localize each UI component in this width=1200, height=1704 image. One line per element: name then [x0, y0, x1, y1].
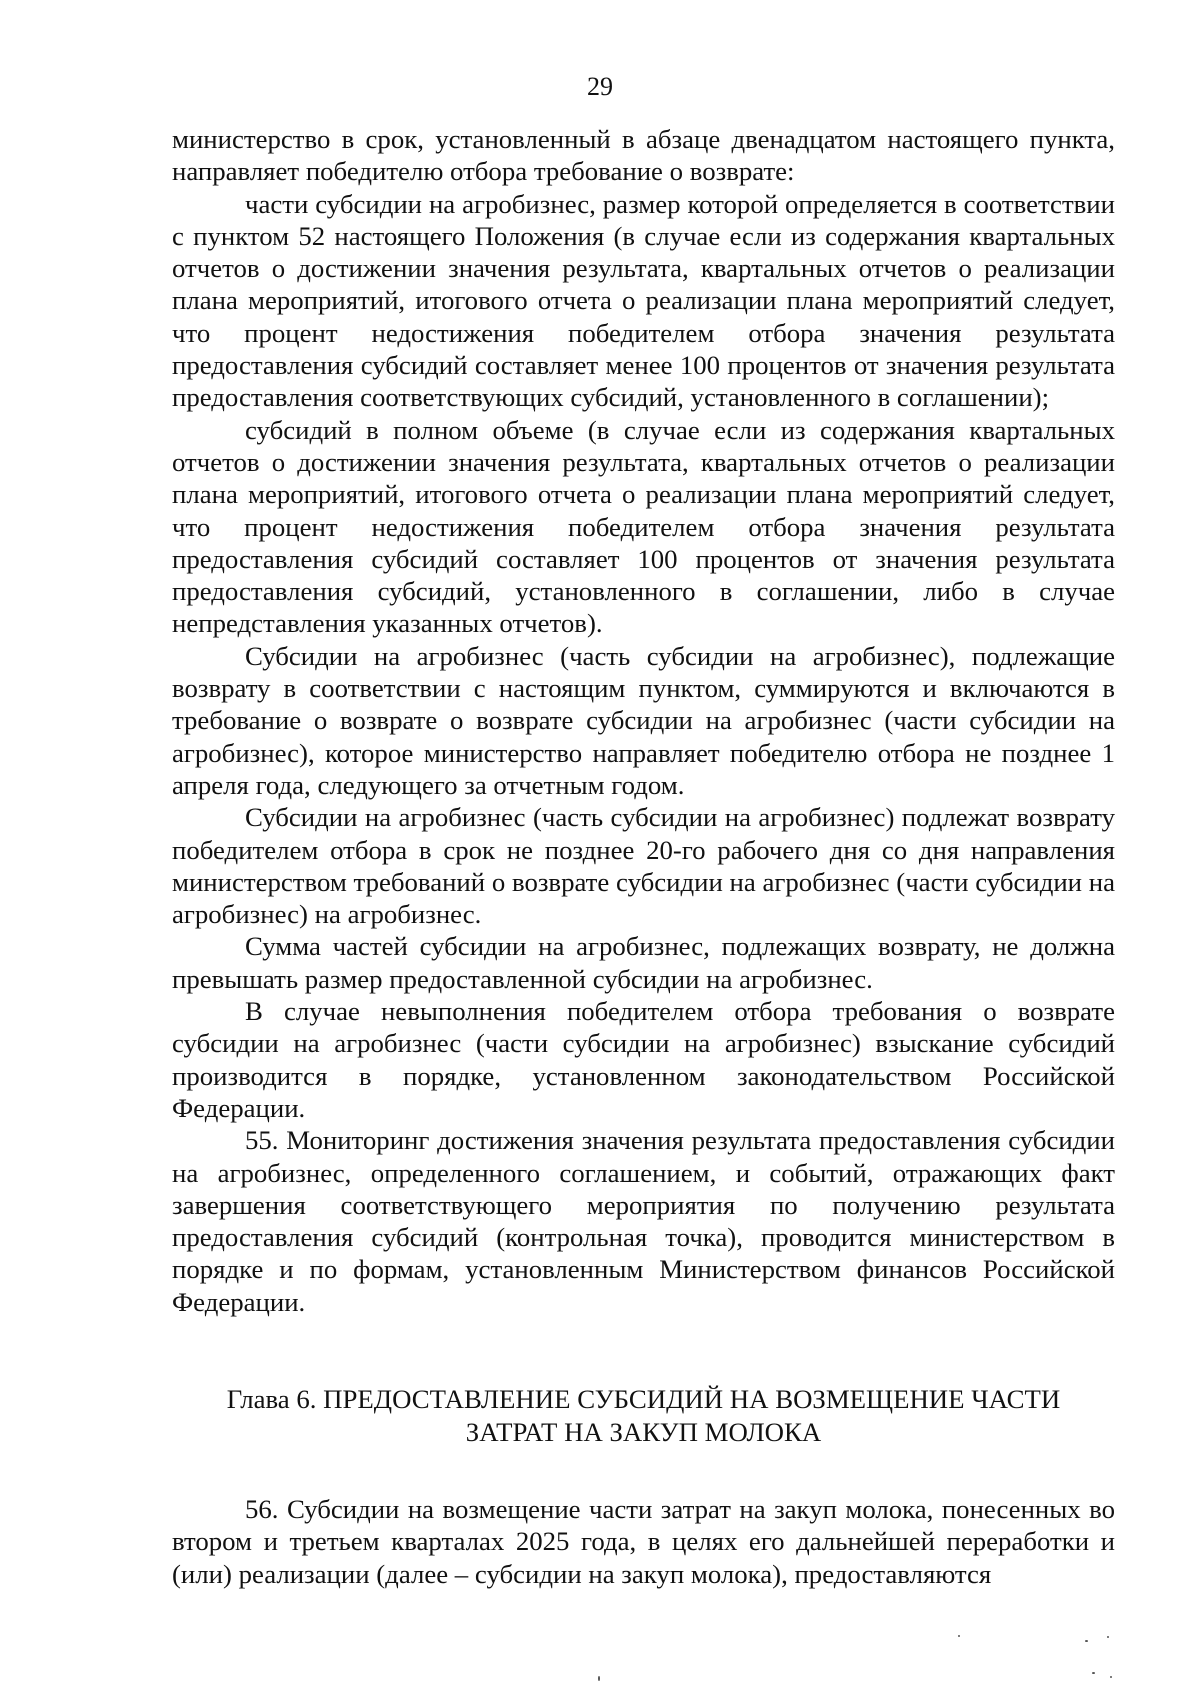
scan-speck: [598, 1676, 600, 1681]
scan-speck: [958, 1635, 960, 1637]
paragraph: Субсидии на агробизнес (часть субсидии на агробизнес), подлежащие возврату в соответствии с настоящим пунктом, суммируются и включаются в требование о возврате о возврате субсидии на агробизнес (части субсидии на агробизнес), которое министерство направляет победителю отбора не позднее 1 апреля года, следующего за отчетным годом.: [172, 640, 1115, 800]
paragraph: субсидий в полном объеме (в случае если из содержания квартальных отчетов о достижении значения результата, квартальных отчетов о реализации плана мероприятий, итогового отчета о реализации плана мероприятий следует, что процент недостижения победителем отбора значения результата предоставления субсидий составляет 100 процентов от значения результата предоставления субсидий, установленного в соглашении, либо в случае непредставления указанных отчетов).: [172, 414, 1115, 639]
page-number: 29: [587, 72, 613, 101]
chapter-title-line-1: Глава 6. ПРЕДОСТАВЛЕНИЕ СУБСИДИЙ НА ВОЗМЕЩЕНИЕ ЧАСТИ: [226, 1384, 1061, 1414]
scan-speck: [1092, 1672, 1095, 1674]
paragraph: 55. Мониторинг достижения значения результата предоставления субсидии на агробизнес, определенного соглашением, и событий, отражающих факт завершения соответствующего мероприятия по получению результата предоставления субсидий (контрольная точка), проводится министерством в порядке и по формам, установленным Министерством финансов Российской Федерации.: [172, 1125, 1115, 1317]
scan-speck: [1085, 1640, 1088, 1642]
paragraph: 56. Субсидии на возмещение части затрат на закуп молока, понесенных во втором и третьем кварталах 2025 года, в целях его дальнейшей переработки и (или) реализации (далее – субсидии на закуп молока), предоставляются: [172, 1494, 1115, 1589]
paragraph: министерство в срок, установленный в абзаце двенадцатом настоящего пункта, направляет победителю отбора требование о возврате:: [172, 124, 1115, 187]
chapter-title-line-2: ЗАТРАТ НА ЗАКУП МОЛОКА: [465, 1417, 822, 1447]
scan-speck: [1110, 1676, 1112, 1678]
chapter-title: [172, 1383, 1115, 1449]
paragraph: Сумма частей субсидии на агробизнес, подлежащих возврату, не должна превышать размер предоставленной субсидии на агробизнес.: [172, 931, 1115, 994]
paragraph: В случае невыполнения победителем отбора требования о возврате субсидии на агробизнес (части субсидии на агробизнес) взыскание субсидий производится в порядке, установленном законодательством Российской Федерации.: [172, 996, 1115, 1123]
body-text-continued: [172, 1493, 1115, 1590]
paragraph: части субсидии на агробизнес, размер которой определяется в соответствии с пунктом 52 настоящего Положения (в случае если из содержания квартальных отчетов о достижении значения результата, квартальных отчетов о реализации плана мероприятий, итогового отчета о реализации плана мероприятий следует, что процент недостижения победителем отбора значения результата предоставления субсидий составляет менее 100 процентов от значения результата предоставления соответствующих субсидий, установленного в соглашении);: [172, 188, 1115, 413]
scan-speck: [1107, 1636, 1109, 1638]
paragraph: Субсидии на агробизнес (часть субсидии на агробизнес) подлежат возврату победителем отбора в срок не позднее 20-го рабочего дня со дня направления министерством требований о возврате субсидии на агробизнес (части субсидии на агробизнес) на агробизнес.: [172, 802, 1115, 930]
body-text: [172, 123, 1115, 1318]
